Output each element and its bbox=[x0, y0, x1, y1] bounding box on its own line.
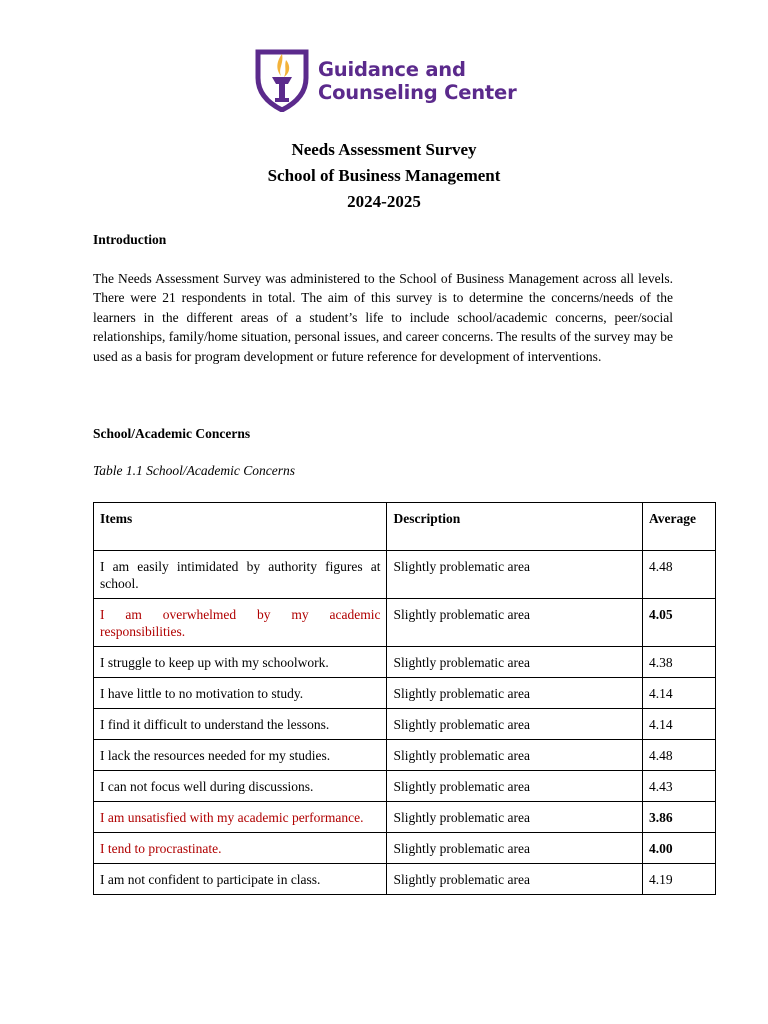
title-line-3: 2024-2025 bbox=[347, 192, 421, 211]
table-header-row bbox=[94, 503, 716, 551]
torch-shield-icon bbox=[254, 46, 310, 112]
average-cell: 3.86 bbox=[643, 802, 716, 833]
table-row bbox=[94, 599, 716, 647]
description-cell: Slightly problematic area bbox=[387, 551, 643, 599]
concerns-table bbox=[93, 502, 716, 895]
item-cell: I am unsatisfied with my academic performance. bbox=[94, 802, 387, 833]
table-row bbox=[94, 740, 716, 771]
item-cell: I can not focus well during discussions. bbox=[94, 771, 387, 802]
header-average: Average bbox=[643, 503, 716, 551]
table-row bbox=[94, 678, 716, 709]
description-cell: Slightly problematic area bbox=[387, 833, 643, 864]
description-cell: Slightly problematic area bbox=[387, 864, 643, 895]
average-cell: 4.00 bbox=[643, 833, 716, 864]
table-row bbox=[94, 709, 716, 740]
logo bbox=[254, 46, 524, 114]
item-cell: I have little to no motivation to study. bbox=[94, 678, 387, 709]
introduction-heading: Introduction bbox=[93, 232, 167, 247]
table-row bbox=[94, 833, 716, 864]
logo-line-2: Counseling Center bbox=[318, 81, 517, 104]
table-row bbox=[94, 647, 716, 678]
title-line-2: School of Business Management bbox=[267, 166, 501, 185]
item-cell: I am not confident to participate in class. bbox=[94, 864, 387, 895]
average-cell: 4.05 bbox=[643, 599, 716, 647]
description-cell: Slightly problematic area bbox=[387, 599, 643, 647]
description-cell: Slightly problematic area bbox=[387, 647, 643, 678]
average-cell: 4.48 bbox=[643, 551, 716, 599]
table-row bbox=[94, 551, 716, 599]
average-cell: 4.19 bbox=[643, 864, 716, 895]
item-cell: I lack the resources needed for my studies. bbox=[94, 740, 387, 771]
table-caption: Table 1.1 School/Academic Concerns bbox=[93, 463, 295, 478]
section-heading: School/Academic Concerns bbox=[93, 426, 251, 441]
introduction-paragraph: The Needs Assessment Survey was administered to the School of Business Management across all levels. There were 21 respondents in total. The aim of this survey is to determine the concerns/needs of the learners in the different areas of a student’s life to include school/academic concerns, peer/social relationships, family/home situation, personal issues, and career concerns. The results of the survey may be used as a basis for program development or future reference for development of interventions. bbox=[93, 271, 673, 364]
item-cell: I struggle to keep up with my schoolwork. bbox=[94, 647, 387, 678]
logo-line-1: Guidance and bbox=[318, 58, 466, 81]
table-row bbox=[94, 771, 716, 802]
item-cell: I am easily intimidated by authority figures at school. bbox=[94, 551, 387, 599]
average-cell: 4.43 bbox=[643, 771, 716, 802]
table-row bbox=[94, 802, 716, 833]
average-cell: 4.38 bbox=[643, 647, 716, 678]
average-cell: 4.48 bbox=[643, 740, 716, 771]
item-cell: I tend to procrastinate. bbox=[94, 833, 387, 864]
description-cell: Slightly problematic area bbox=[387, 802, 643, 833]
description-cell: Slightly problematic area bbox=[387, 678, 643, 709]
average-cell: 4.14 bbox=[643, 678, 716, 709]
description-cell: Slightly problematic area bbox=[387, 709, 643, 740]
document-title bbox=[0, 137, 768, 215]
average-cell: 4.14 bbox=[643, 709, 716, 740]
item-cell: I find it difficult to understand the lessons. bbox=[94, 709, 387, 740]
table-row bbox=[94, 864, 716, 895]
item-cell: I am overwhelmed by my academic responsibilities. bbox=[94, 599, 387, 647]
description-cell: Slightly problematic area bbox=[387, 771, 643, 802]
header-items: Items bbox=[94, 503, 387, 551]
header-description: Description bbox=[387, 503, 643, 551]
title-line-1: Needs Assessment Survey bbox=[291, 140, 477, 159]
description-cell: Slightly problematic area bbox=[387, 740, 643, 771]
